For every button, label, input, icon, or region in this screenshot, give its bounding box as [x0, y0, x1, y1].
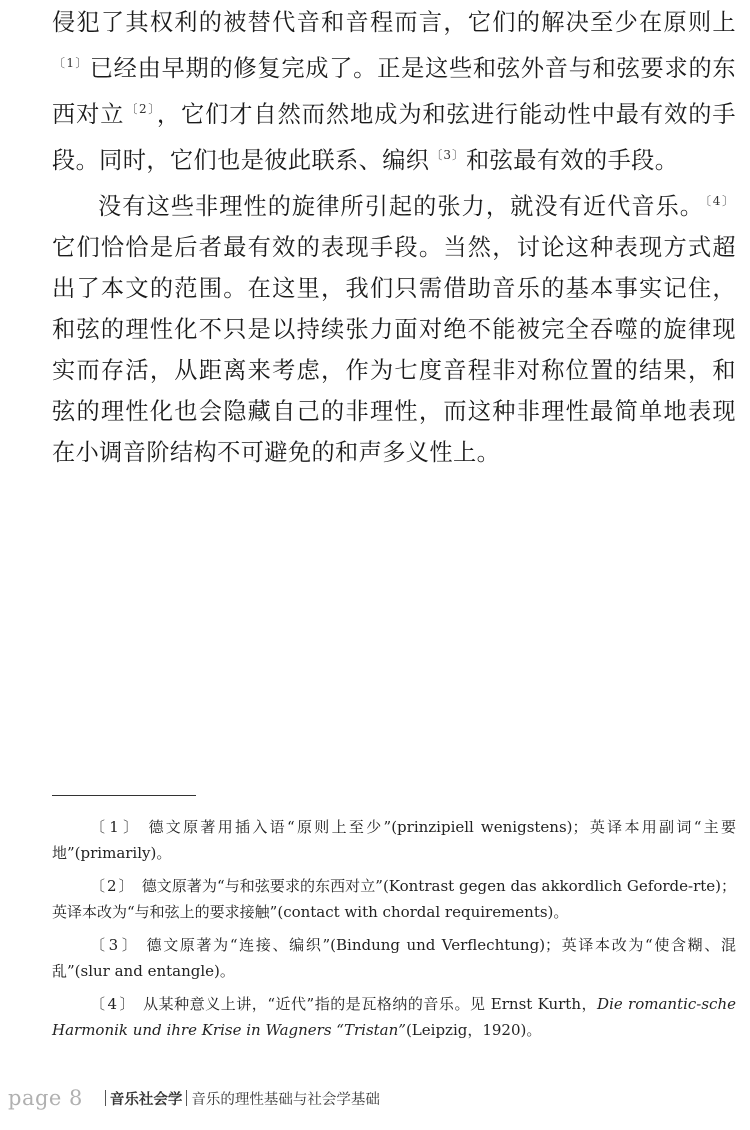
footnote-text: 德文原著为“连接、编织”(Bindung und Verflechtung)；英译本改为“使含糊、混乱”(slur and entangle)。: [52, 936, 736, 980]
footnote-marker-3[interactable]: 〔3〕: [430, 148, 466, 162]
separator-bar: [186, 1090, 187, 1106]
footnote-marker-2[interactable]: 〔2〕: [125, 102, 156, 116]
footnote-text: 德文原著为“与和弦要求的东西对立”(Kontrast gegen das akkordlich Geforde-rte)；英译本改为“与和弦上的要求接触”(contact with chordal requirements)。: [52, 877, 737, 921]
footnote-number: 〔4〕: [90, 995, 138, 1013]
footnote-1: [52, 814, 736, 866]
paragraph-1: [52, 2, 736, 181]
footnote-text: 德文原著用插入语“原则上至少”(prinzipiell wenigstens)；英译本用副词“主要地”(primarily)。: [52, 818, 736, 862]
footnote-3: [52, 932, 736, 984]
footnote-number: 〔1〕: [90, 818, 143, 836]
footnote-marker-4[interactable]: 〔4〕: [705, 194, 736, 208]
text-span: 没有这些非理性的旋律所引起的张力，就没有近代音乐。: [98, 193, 705, 220]
paragraph-2: [52, 181, 736, 473]
book-title: 音乐的理性基础与社会学基础: [191, 1091, 380, 1108]
text-span: 和弦最有效的手段。: [466, 147, 679, 174]
page-footer: [8, 1082, 380, 1114]
text-span: 侵犯了其权利的被替代音和音程而言，它们的解决至少在原则上: [52, 9, 736, 36]
footnote-number: 〔2〕: [90, 877, 136, 895]
footnote-2: [52, 873, 736, 925]
footnote-separator: [52, 795, 196, 796]
footnote-marker-1[interactable]: 〔1〕: [53, 56, 89, 70]
footnote-number: 〔3〕: [90, 936, 141, 954]
main-text: [52, 2, 736, 473]
footnote-text: (Leipzig，1920)。: [405, 1021, 542, 1039]
text-span: ，它们才自然而然地成为和弦进行能动性中最有效的手段。同时，它们也是彼此联系、编织: [52, 101, 736, 174]
footnote-text: 从某种意义上讲，“近代”指的是瓦格纳的音乐。见 Ernst Kurth，: [143, 995, 598, 1013]
text-span: 它们恰恰是后者最有效的表现手段。当然，讨论这种表现方式超出了本文的范围。在这里，我们只需借助音乐的基本事实记住，和弦的理性化不只是以持续张力面对绝不能被完全吞噬的旋律现实而存活，从距离来考虑，作为七度音程非对称位置的结果，和弦的理性化也会隐藏自己的非理性，而这种非理性最简单地表现在小调音阶结构不可避免的和声多义性上。: [52, 234, 736, 466]
page-number: page 8: [8, 1086, 83, 1110]
separator-bar: [105, 1090, 106, 1106]
series-title: 音乐社会学: [109, 1091, 183, 1108]
footnote-4: [52, 991, 736, 1043]
cited-work-title: Die romantic-sche Harmonik und ihre Krise in Wagners “Tristan”: [52, 995, 736, 1039]
footnotes: [52, 814, 736, 1050]
text-span: 已经由早期的修复完成了。正是这些和弦外音与和弦要求的东西对立: [52, 55, 736, 128]
